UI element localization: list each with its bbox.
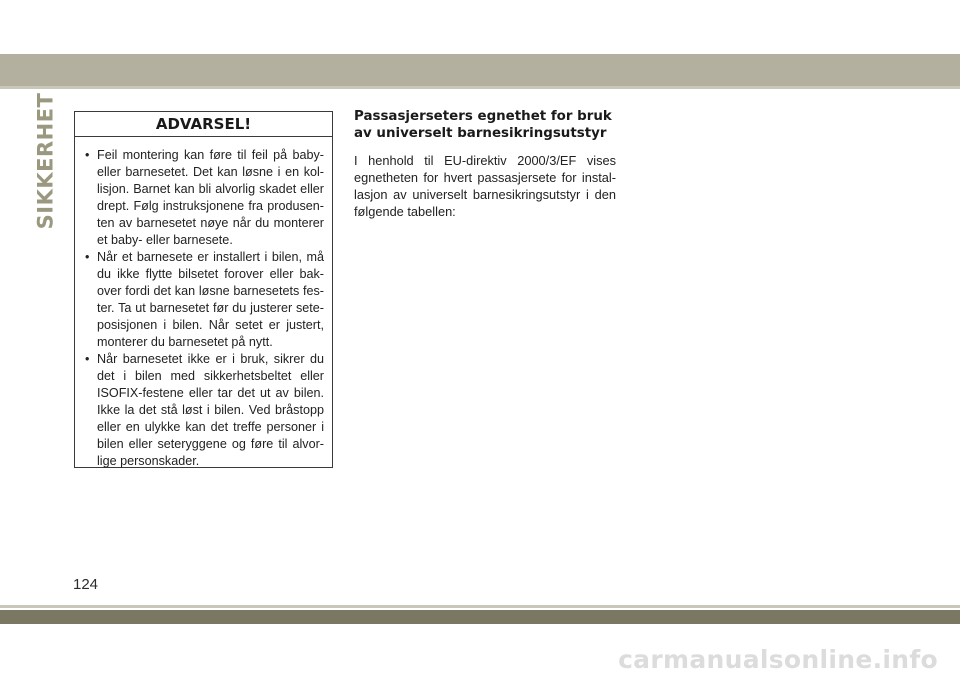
warning-box [74, 111, 333, 468]
section-side-tab [32, 92, 58, 230]
page-number: 124 [73, 576, 99, 593]
watermark: carmanualsonline.info [618, 645, 938, 674]
section-body-text: I henhold til EU-direktiv 2000/3/EF vises egnetheten for hvert passasjersete for instal- lasjon av universelt barnesikringsutstyr i den følgende tabellen: [354, 153, 616, 219]
top-decorative-band [0, 54, 960, 86]
warning-title: ADVARSEL! [75, 112, 332, 137]
warning-item: • Når et barnesete er installert i bilen, må du ikke flytte bilsetet forover eller bak- over fordi det kan løsne barnesetets fes- ter. Ta ut barnesetet før du justerer sete- posisjonen i bilen. Når setet er justert, monterer du barnesetet på nytt. [85, 249, 324, 351]
top-rule [0, 86, 960, 89]
warning-item: • Feil montering kan føre til feil på baby- eller barnesetet. Det kan løsne i en kol- lisjon. Barnet kan bli alvorlig skadet eller drept. Følg instruksjonene fra produsen- ten av barnesetet nøye når du monterer et baby- eller barnesete. [85, 147, 324, 249]
warning-list [75, 137, 332, 470]
section-heading: Passasjerseters egnethet for bruk av universelt barnesikringsutstyr [354, 109, 612, 141]
warning-item: • Når barnesetet ikke er i bruk, sikrer du det i bilen med sikkerhetsbeltet eller ISOFIX-festene eller tar det ut av bilen. Ikke la det stå løst i bilen. Ved bråstopp eller en ulykke kan det treffe personer i bilen eller seteryggene og føre til alvor- lige personskader. [85, 351, 324, 470]
section-side-tab-label: SIKKERHET [33, 92, 57, 230]
bottom-decorative-band [0, 610, 960, 624]
bottom-rule [0, 605, 960, 608]
